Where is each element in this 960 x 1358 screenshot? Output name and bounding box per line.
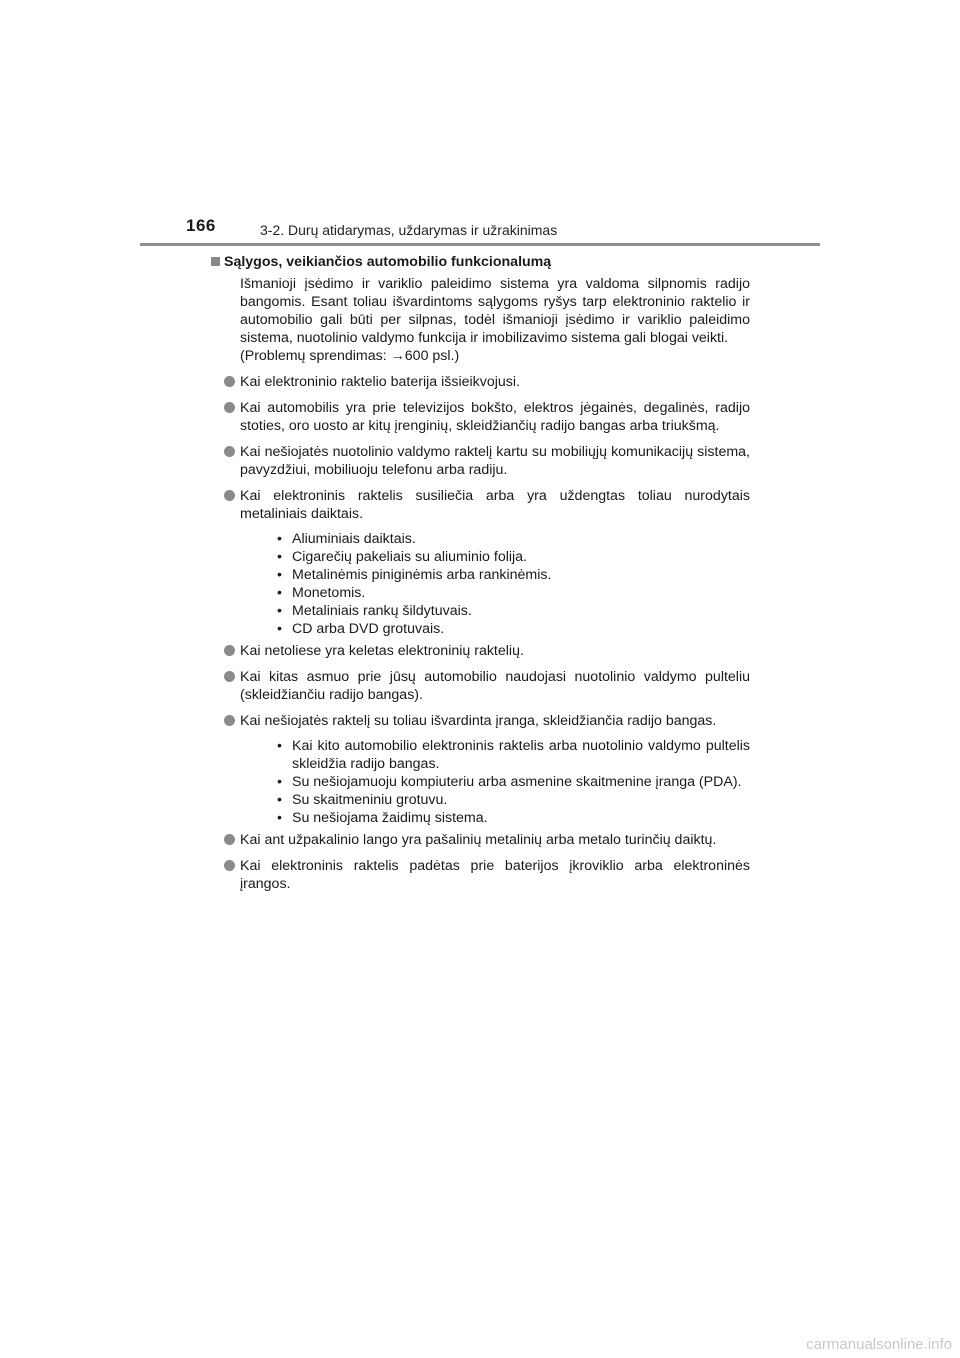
troubleshooting-reference: (Problemų sprendimas: →600 psl.) [240, 348, 460, 364]
list-item [210, 443, 750, 479]
small-dot-icon: • [277, 774, 282, 790]
small-dot-icon: • [277, 531, 282, 547]
sub-list [240, 737, 750, 827]
small-dot-icon: • [277, 549, 282, 565]
circle-bullet-icon [224, 490, 235, 501]
header-rule [140, 243, 820, 246]
intro-paragraph: Išmanioji įsėdimo ir variklio paleidimo sistema yra valdoma silpnomis radijo bangomis. Esant toliau išvardintoms sąlygoms ryšys tarp elektroninio raktelio ir automobilio gali būti per silpnas, todėl išmanioji įsėdimo ir variklio paleidimo sistema, nuotolinio valdymo funkcija ir imobilizavimo sistema gali blogai veikti. [240, 276, 750, 346]
section-heading [210, 253, 750, 271]
sub-list-item [240, 809, 750, 827]
small-dot-icon: • [277, 810, 282, 826]
list-item-text: Kai nešiojatės nuotolinio valdymo raktelį kartu su mobiliųjų komunikacijų sistema, pavyzdžiui, mobiliuoju telefonu arba radiju. [240, 444, 750, 478]
circle-bullet-icon [224, 671, 235, 682]
sub-list-item-text: Cigarečių pakeliais su aliuminio folija. [292, 549, 527, 565]
page-number: 166 [186, 216, 216, 235]
sub-list-item-text: Metaliniais rankų šildytuvais. [292, 603, 472, 619]
small-dot-icon: • [277, 603, 282, 619]
circle-bullet-icon [224, 715, 235, 726]
sub-list-item [240, 566, 750, 584]
list-item [210, 712, 750, 827]
sub-list [240, 530, 750, 638]
list-item-text: Kai nešiojatės raktelį su toliau išvardinta įranga, skleidžiančia radijo bangas. [240, 713, 717, 729]
list-item-text: Kai elektroninis raktelis susiliečia arba yra uždengtas toliau nurodytais metaliniais daiktais. [240, 488, 750, 522]
sub-list-item [240, 602, 750, 620]
sub-list-item [240, 773, 750, 791]
list-item-text: Kai netoliese yra keletas elektroninių raktelių. [240, 643, 524, 659]
sub-list-item-text: Su nešiojama žaidimų sistema. [292, 810, 488, 826]
circle-bullet-icon [224, 645, 235, 656]
circle-bullet-icon [224, 402, 235, 413]
list-item-text: Kai elektroninio raktelio baterija išsieikvojusi. [240, 374, 520, 390]
list-item-text: Kai elektroninis raktelis padėtas prie baterijos įkroviklio arba elektroninės įrangos. [240, 858, 750, 892]
circle-bullet-icon [224, 446, 235, 457]
sub-list-item-text: Su skaitmeniniu grotuvu. [292, 792, 448, 808]
page-content [210, 253, 750, 893]
small-dot-icon: • [277, 567, 282, 583]
sub-list-item-text: Monetomis. [292, 585, 366, 601]
list-item [210, 668, 750, 704]
square-bullet-icon [211, 257, 220, 266]
sub-list-item [240, 548, 750, 566]
sub-list-item-text: Metalinėmis piniginėmis arba rankinėmis. [292, 567, 552, 583]
circle-bullet-icon [224, 376, 235, 387]
section-heading-text: Sąlygos, veikiančios automobilio funkcionalumą [224, 254, 552, 270]
circle-bullet-icon [224, 834, 235, 845]
header-title: 3-2. Durų atidarymas, uždarymas ir užrakinimas [260, 222, 558, 238]
sub-list-item [240, 791, 750, 809]
sub-list-item-text: Aliuminiais daiktais. [292, 531, 416, 547]
sub-list-item [240, 530, 750, 548]
list-item [210, 857, 750, 893]
list-item [210, 373, 750, 391]
small-dot-icon: • [277, 738, 282, 754]
list-item-text: Kai automobilis yra prie televizijos bokšto, elektros jėgainės, degalinės, radijo stoties, oro uosto ar kitų įrenginių, skleidžiančių radijo bangas arba triukšmą. [240, 400, 750, 434]
list-item-text: Kai ant užpakalinio lango yra pašalinių metalinių arba metalo turinčių daiktų. [240, 832, 717, 848]
circle-bullet-icon [224, 860, 235, 871]
small-dot-icon: • [277, 621, 282, 637]
sub-list-item [240, 737, 750, 773]
list-item [210, 831, 750, 849]
list-item [210, 399, 750, 435]
sub-list-item-text: CD arba DVD grotuvais. [292, 621, 445, 637]
small-dot-icon: • [277, 792, 282, 808]
sub-list-item-text: Su nešiojamuoju kompiuteriu arba asmenine skaitmenine įranga (PDA). [292, 774, 742, 790]
sub-list-item [240, 620, 750, 638]
watermark: carmanualsonline.info [806, 1336, 952, 1353]
sub-list-item-text: Kai kito automobilio elektroninis raktelis arba nuotolinio valdymo pultelis skleidžia radijo bangas. [292, 738, 750, 772]
small-dot-icon: • [277, 585, 282, 601]
sub-list-item [240, 584, 750, 602]
list-item [210, 642, 750, 660]
list-item-text: Kai kitas asmuo prie jūsų automobilio naudojasi nuotolinio valdymo pulteliu (skleidžiančiu radijo bangas). [240, 669, 750, 703]
list-item [210, 487, 750, 638]
